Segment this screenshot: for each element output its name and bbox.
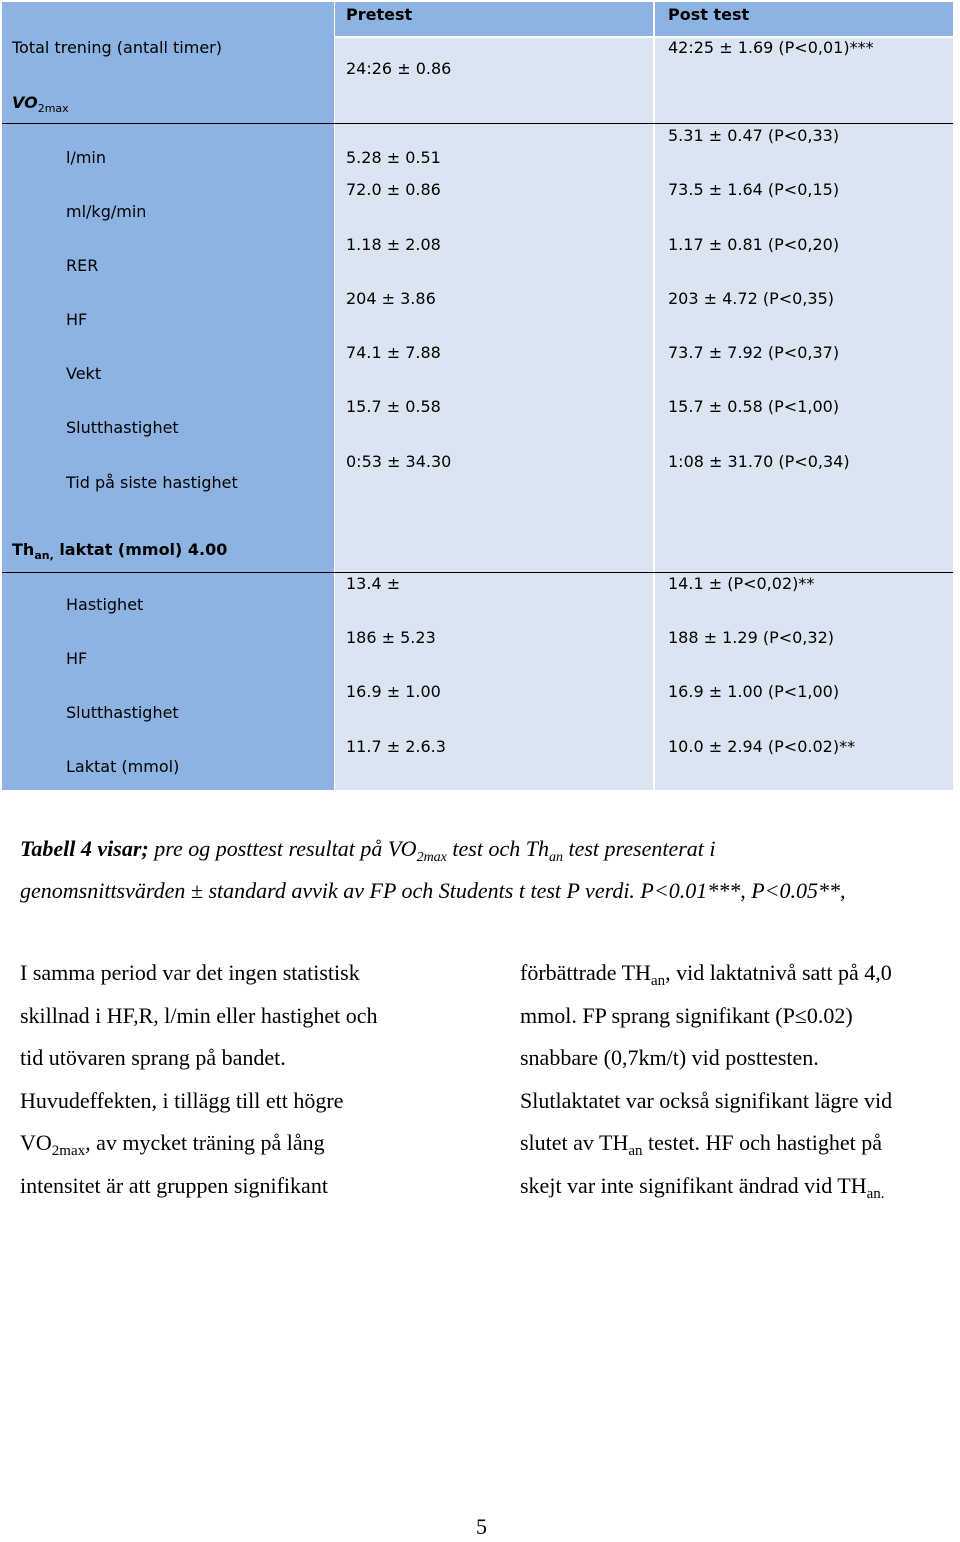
posttest-header: Post test: [668, 5, 750, 24]
than-row-post: 14.1 ± (P<0,02)**: [668, 574, 815, 593]
than-row-post: 188 ± 1.29 (P<0,32): [668, 628, 834, 647]
vo2-row-label: Vekt: [66, 364, 102, 383]
vo2-row-post: 5.31 ± 0.47 (P<0,33): [668, 126, 840, 145]
vo2-row-post: 73.7 ± 7.92 (P<0,37): [668, 343, 840, 362]
than-row-pre: 11.7 ± 2.6.3: [346, 737, 446, 756]
vo2-row-label: HF: [66, 310, 88, 329]
pretest-column-bg: [334, 2, 655, 790]
total-training-label: Total trening (antall timer): [12, 38, 222, 57]
total-training-post: 42:25 ± 1.69 (P<0,01)***: [668, 38, 874, 57]
text-line: $VO_{2max}$, av mycket träning på lång: [20, 1130, 325, 1159]
text-line: mmol. FP sprang signifikant (P≤0.02): [520, 1002, 853, 1028]
caption-line-2: genomsnittsvärden ± standard avvik av FP och Students t test P verdi. P<0.01***, P<0.05**,: [20, 878, 846, 903]
row-separator: [2, 572, 953, 573]
column-separator: [653, 2, 655, 790]
vo2-row-pre: 74.1 ± 7.88: [346, 343, 441, 362]
text-line: intensitet är att gruppen signifikant: [20, 1172, 328, 1198]
text-line: Slutlaktatet var också signifikant lägre vid: [520, 1087, 893, 1113]
posttest-column-bg: [655, 2, 953, 790]
total-training-pre: 24:26 ± 0.86: [346, 59, 452, 78]
vo2-row-pre: 204 ± 3.86: [346, 289, 436, 308]
vo2-row-pre: 5.28 ± 0.51: [346, 148, 441, 167]
vo2-row-post: 203 ± 4.72 (P<0,35): [668, 289, 834, 308]
text-line: skejt var inte signifikant ändrad vid $TH_{an.}$: [520, 1172, 885, 1202]
than-row-pre: 186 ± 5.23: [346, 628, 436, 647]
than-row-label: Hastighet: [66, 595, 144, 614]
vo2-row-post: 1:08 ± 31.70 (P<0,34): [668, 452, 850, 471]
than-row-post: 10.0 ± 2.94 (P<0.02)**: [668, 737, 856, 756]
pretest-header: Pretest: [346, 5, 413, 24]
right-text-column: [520, 952, 892, 1207]
vo2-row-label: Tid på siste hastighet: [66, 473, 238, 492]
vo2-row-pre: 15.7 ± 0.58: [346, 397, 441, 416]
vo2-row-label: RER: [66, 256, 99, 275]
caption-line-1: Tabell 4 visar; pre og posttest resultat på $VO_{2max}$ test och $Th_{an}$ test presenterat i: [20, 836, 716, 865]
vo2-row-post: 73.5 ± 1.64 (P<0,15): [668, 180, 840, 199]
than-row-label: Laktat (mmol): [66, 757, 180, 776]
vo2max-section-label: $VO_{2max}$: [12, 93, 69, 115]
page-number: 5: [476, 1514, 487, 1539]
caption-bold: Tabell 4 visar;: [20, 836, 149, 861]
than-row-label: HF: [66, 649, 88, 668]
table-caption: [20, 828, 950, 912]
text-line: slutet av $TH_{an}$ testet. HF och hastighet på: [520, 1130, 883, 1159]
text-line: Huvudeffekten, i tillägg till ett högre: [20, 1087, 344, 1113]
vo2-row-label: l/min: [66, 148, 107, 167]
vo2-row-pre: 1.18 ± 2.08: [346, 235, 441, 254]
than-row-pre: 16.9 ± 1.00: [346, 682, 441, 701]
vo2-row-pre: 0:53 ± 34.30: [346, 452, 452, 471]
vo2-row-pre: 72.0 ± 0.86: [346, 180, 441, 199]
text-line: skillnad i HF,R, l/min eller hastighet och: [20, 1002, 378, 1028]
than-row-label: Slutthastighet: [66, 703, 179, 722]
left-text-column: [20, 952, 378, 1207]
than-row-pre: 13.4 ±: [346, 574, 401, 593]
text-line: snabbare (0,7km/t) vid posttesten.: [520, 1045, 819, 1070]
vo2-row-label: ml/kg/min: [66, 202, 147, 221]
vo2-row-post: 15.7 ± 0.58 (P<1,00): [668, 397, 840, 416]
text-line: tid utövaren sprang på bandet.: [20, 1045, 286, 1070]
results-table: [2, 2, 953, 790]
label-column-bg: [2, 2, 334, 790]
than-section-label: $Th_{an,}$ laktat (mmol) 4.00: [12, 540, 228, 562]
than-row-post: 16.9 ± 1.00 (P<1,00): [668, 682, 840, 701]
column-separator: [334, 2, 335, 790]
vo2-row-post: 1.17 ± 0.81 (P<0,20): [668, 235, 840, 254]
vo2-row-label: Slutthastighet: [66, 418, 179, 437]
text-line: förbättrade $TH_{an}$, vid laktatnivå satt på 4,0: [520, 960, 892, 989]
row-separator: [2, 123, 953, 124]
text-line: I samma period var det ingen statistisk: [20, 960, 360, 985]
